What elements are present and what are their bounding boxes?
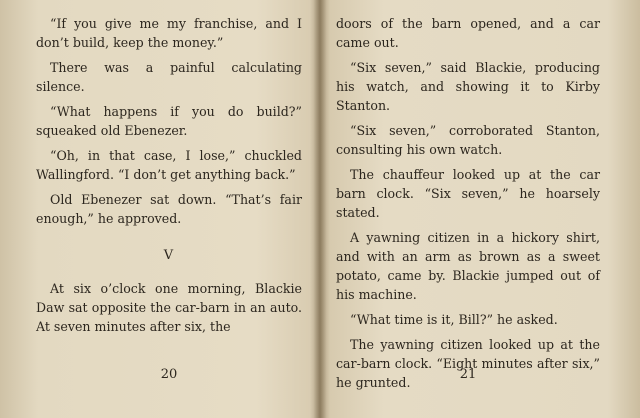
- left-page: [36, 0, 302, 418]
- chapter-heading: V: [163, 248, 175, 263]
- right-page: [336, 0, 600, 418]
- page-number: 21: [459, 367, 477, 382]
- paragraph: Old Ebenezer sat down. “That’s fair enough,” he approved.: [36, 192, 302, 226]
- paragraph: doors of the barn opened, and a car came out.: [336, 16, 600, 50]
- paragraph: There was a painful calculating silence.: [36, 60, 302, 94]
- paragraph: At six o’clock one morning, Blackie Daw sat opposite the car-barn in an auto. At seven minutes after six, the: [36, 281, 302, 334]
- page-number: 20: [160, 367, 178, 382]
- paragraph: “If you give me my franchise, and I don’t build, keep the money.”: [36, 16, 302, 50]
- paragraph: “Oh, in that case, I lose,” chuckled Wallingford. “I don’t get anything back.”: [36, 148, 302, 182]
- book-gutter: [310, 0, 330, 418]
- paragraph: The chauffeur looked up at the car barn clock. “Six seven,” he hoarsely stated.: [336, 167, 600, 220]
- paragraph: “What happens if you do build?” squeaked old Ebenezer.: [36, 104, 302, 138]
- paragraph: “Six seven,” corroborated Stanton, consulting his own watch.: [336, 123, 600, 157]
- paragraph: “Six seven,” said Blackie, producing his watch, and showing it to Kirby Stanton.: [336, 60, 600, 113]
- paragraph: The yawning citizen looked up at the car-barn clock. “Eight minutes after six,” he grunted.: [336, 337, 600, 390]
- paragraph: “What time is it, Bill?” he asked.: [350, 312, 558, 327]
- paragraph: A yawning citizen in a hickory shirt, and with an arm as brown as a sweet potato, came by. Blackie jumped out of his machine.: [336, 230, 600, 302]
